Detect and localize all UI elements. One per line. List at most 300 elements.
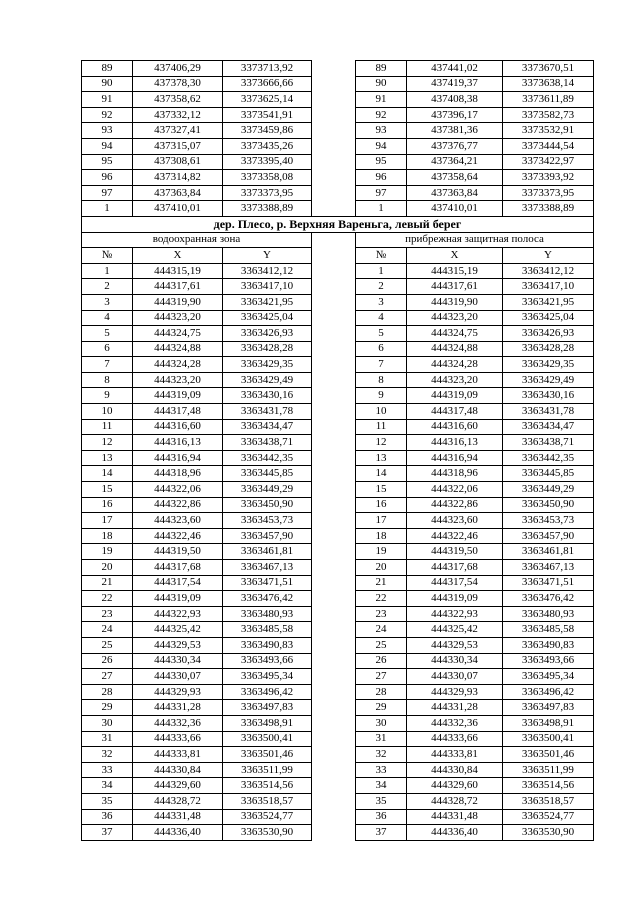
left-x-coordinate: 444319,90 [133,294,223,310]
left-point-number: 7 [82,357,133,373]
left-y-coordinate: 3363495,34 [223,669,312,685]
right-y-coordinate: 3363476,42 [503,591,594,607]
left-y-coordinate: 3363457,90 [223,528,312,544]
table-row [82,357,594,373]
left-y-coordinate: 3373388,89 [223,201,312,217]
right-point-number: 22 [356,591,407,607]
right-point-number: 10 [356,404,407,420]
left-x-coordinate: 437406,29 [133,61,223,77]
right-y-coordinate: 3373611,89 [503,92,594,108]
table-row [82,419,594,435]
left-y-coordinate: 3373358,08 [223,170,312,186]
right-y-coordinate: 3373393,92 [503,170,594,186]
left-y-coordinate: 3373395,40 [223,154,312,170]
right-point-number: 37 [356,825,407,841]
left-y-coordinate: 3363518,57 [223,793,312,809]
left-y-coordinate: 3373666,66 [223,76,312,92]
column-gap [312,575,356,591]
left-point-number: 27 [82,669,133,685]
left-y-coordinate: 3363450,90 [223,497,312,513]
left-point-number: 12 [82,435,133,451]
right-point-number: 34 [356,778,407,794]
right-x-coordinate: 444322,86 [407,497,503,513]
left-x-coordinate: 444317,54 [133,575,223,591]
column-gap [312,762,356,778]
right-point-number: 27 [356,669,407,685]
right-point-number: 4 [356,310,407,326]
right-x-coordinate: 444317,48 [407,404,503,420]
left-point-number: 25 [82,637,133,653]
right-y-coordinate: 3363485,58 [503,622,594,638]
right-x-coordinate: 437376,77 [407,138,503,154]
right-y-coordinate: 3363501,46 [503,747,594,763]
table-row [82,715,594,731]
right-x-coordinate: 444333,81 [407,747,503,763]
right-y-coordinate: 3373582,73 [503,107,594,123]
right-point-number: 7 [356,357,407,373]
column-gap [312,341,356,357]
column-gap [312,591,356,607]
column-gap [312,326,356,342]
left-x-coordinate: 444332,36 [133,715,223,731]
left-y-coordinate: 3373435,26 [223,138,312,154]
right-point-number: 36 [356,809,407,825]
right-y-coordinate: 3363495,34 [503,669,594,685]
right-x-coordinate: 444330,07 [407,669,503,685]
right-zone-title: прибрежная защитная полоса [356,232,594,248]
left-point-number: 90 [82,76,133,92]
right-point-number: 29 [356,700,407,716]
left-point-number: 32 [82,747,133,763]
column-gap [312,419,356,435]
table-row [82,107,594,123]
left-point-number: 11 [82,419,133,435]
table-row [82,606,594,622]
left-y-coordinate: 3363429,49 [223,372,312,388]
table-row [82,372,594,388]
column-gap [312,809,356,825]
left-x-coordinate: 444331,28 [133,700,223,716]
left-point-number: 30 [82,715,133,731]
table-row [82,92,594,108]
left-y-coordinate: 3363511,99 [223,762,312,778]
left-x-coordinate: 444330,34 [133,653,223,669]
left-y-coordinate: 3363496,42 [223,684,312,700]
right-point-number: 31 [356,731,407,747]
right-point-number: 1 [356,263,407,279]
left-x-coordinate: 444323,20 [133,310,223,326]
column-gap [312,279,356,295]
right-y-coordinate: 3363498,91 [503,715,594,731]
left-y-coordinate: 3373713,92 [223,61,312,77]
table-row [82,700,594,716]
left-y-coordinate: 3373459,86 [223,123,312,139]
table-row [82,388,594,404]
right-y-coordinate: 3363530,90 [503,825,594,841]
left-y-coordinate: 3363514,56 [223,778,312,794]
left-y-coordinate: 3363434,47 [223,419,312,435]
column-gap [312,482,356,498]
right-y-coordinate: 3363518,57 [503,793,594,809]
right-y-coordinate: 3363497,83 [503,700,594,716]
left-point-number: 24 [82,622,133,638]
left-y-coordinate: 3363480,93 [223,606,312,622]
left-y-coordinate: 3363530,90 [223,825,312,841]
right-point-number: 11 [356,419,407,435]
left-point-number: 28 [82,684,133,700]
right-point-number: 28 [356,684,407,700]
table-row [82,560,594,576]
right-point-number: 89 [356,61,407,77]
right-point-number: 21 [356,575,407,591]
left-x-coordinate: 444333,66 [133,731,223,747]
left-y-coordinate: 3363426,93 [223,326,312,342]
left-point-number: 2 [82,279,133,295]
right-point-number: 20 [356,560,407,576]
right-x-coordinate: 437419,37 [407,76,503,92]
right-point-number: 15 [356,482,407,498]
left-y-coordinate: 3363421,95 [223,294,312,310]
table-row [82,450,594,466]
right-point-number: 30 [356,715,407,731]
left-point-number: 19 [82,544,133,560]
table-row [82,513,594,529]
right-y-coordinate: 3363430,16 [503,388,594,404]
right-y-coordinate: 3363480,93 [503,606,594,622]
right-y-coordinate: 3363496,42 [503,684,594,700]
right-y-coordinate: 3363429,35 [503,357,594,373]
left-x-coordinate: 444318,96 [133,466,223,482]
right-x-coordinate: 444328,72 [407,793,503,809]
right-point-number: 19 [356,544,407,560]
left-point-number: 36 [82,809,133,825]
right-x-coordinate: 437358,64 [407,170,503,186]
right-x-coordinate: 444323,20 [407,372,503,388]
left-point-number: 21 [82,575,133,591]
left-y-coordinate: 3363493,66 [223,653,312,669]
right-point-number: 14 [356,466,407,482]
left-x-coordinate: 444323,60 [133,513,223,529]
left-header-num: № [82,248,133,264]
right-point-number: 26 [356,653,407,669]
column-gap [312,622,356,638]
column-gap [312,700,356,716]
left-y-coordinate: 3363417,10 [223,279,312,295]
right-point-number: 93 [356,123,407,139]
column-gap [312,825,356,841]
table-row [82,435,594,451]
left-x-coordinate: 444324,75 [133,326,223,342]
right-point-number: 90 [356,76,407,92]
column-gap [312,560,356,576]
section-title: дер. Плесо, р. Верхняя Вареньга, левый берег [82,216,594,232]
right-y-coordinate: 3373638,14 [503,76,594,92]
right-x-coordinate: 444336,40 [407,825,503,841]
right-x-coordinate: 444316,60 [407,419,503,435]
table-row [82,76,594,92]
left-point-number: 10 [82,404,133,420]
left-point-number: 89 [82,61,133,77]
right-x-coordinate: 444319,09 [407,591,503,607]
left-y-coordinate: 3363498,91 [223,715,312,731]
right-point-number: 95 [356,154,407,170]
left-x-coordinate: 444324,88 [133,341,223,357]
right-x-coordinate: 444323,20 [407,310,503,326]
right-x-coordinate: 444329,53 [407,637,503,653]
right-x-coordinate: 444322,06 [407,482,503,498]
table-row [82,138,594,154]
table-row [82,279,594,295]
column-gap [312,61,356,77]
right-x-coordinate: 444322,93 [407,606,503,622]
left-point-number: 9 [82,388,133,404]
table-row [82,61,594,77]
right-header-num: № [356,248,407,264]
right-point-number: 94 [356,138,407,154]
table-row [82,544,594,560]
left-y-coordinate: 3373625,14 [223,92,312,108]
left-y-coordinate: 3363485,58 [223,622,312,638]
column-gap [312,372,356,388]
right-point-number: 3 [356,294,407,310]
column-gap [312,92,356,108]
column-gap [312,715,356,731]
table-row [82,637,594,653]
left-x-coordinate: 444316,94 [133,450,223,466]
left-point-number: 14 [82,466,133,482]
left-header-y: Y [223,248,312,264]
right-point-number: 9 [356,388,407,404]
left-point-number: 94 [82,138,133,154]
column-gap [312,232,356,248]
right-y-coordinate: 3373444,54 [503,138,594,154]
column-gap [312,544,356,560]
left-point-number: 16 [82,497,133,513]
right-x-coordinate: 437363,84 [407,185,503,201]
table-row [82,809,594,825]
left-point-number: 20 [82,560,133,576]
column-gap [312,185,356,201]
coordinates-document [81,60,593,841]
right-y-coordinate: 3363434,47 [503,419,594,435]
right-y-coordinate: 3363490,83 [503,637,594,653]
left-point-number: 92 [82,107,133,123]
right-x-coordinate: 444322,46 [407,528,503,544]
left-x-coordinate: 444322,06 [133,482,223,498]
right-point-number: 8 [356,372,407,388]
right-x-coordinate: 444316,13 [407,435,503,451]
right-y-coordinate: 3363429,49 [503,372,594,388]
left-x-coordinate: 444317,48 [133,404,223,420]
left-x-coordinate: 444323,20 [133,372,223,388]
right-x-coordinate: 444323,60 [407,513,503,529]
table-row [82,653,594,669]
table-row [82,170,594,186]
table-row [82,341,594,357]
left-x-coordinate: 437327,41 [133,123,223,139]
right-x-coordinate: 444324,75 [407,326,503,342]
right-x-coordinate: 444319,09 [407,388,503,404]
left-point-number: 97 [82,185,133,201]
right-y-coordinate: 3363449,29 [503,482,594,498]
left-zone-title: водоохранная зона [82,232,312,248]
left-x-coordinate: 437410,01 [133,201,223,217]
right-point-number: 6 [356,341,407,357]
left-x-coordinate: 437363,84 [133,185,223,201]
left-x-coordinate: 444330,84 [133,762,223,778]
left-x-coordinate: 437358,62 [133,92,223,108]
right-point-number: 13 [356,450,407,466]
column-gap [312,450,356,466]
right-x-coordinate: 444324,88 [407,341,503,357]
table-row [82,404,594,420]
left-point-number: 3 [82,294,133,310]
table-row [82,731,594,747]
right-y-coordinate: 3363500,41 [503,731,594,747]
left-x-coordinate: 444333,81 [133,747,223,763]
left-point-number: 8 [82,372,133,388]
right-x-coordinate: 444317,68 [407,560,503,576]
right-y-coordinate: 3363417,10 [503,279,594,295]
left-point-number: 34 [82,778,133,794]
right-point-number: 18 [356,528,407,544]
left-y-coordinate: 3363461,81 [223,544,312,560]
column-gap [312,170,356,186]
left-y-coordinate: 3363524,77 [223,809,312,825]
column-gap [312,637,356,653]
left-header-x: X [133,248,223,264]
left-point-number: 96 [82,170,133,186]
table-row [82,684,594,700]
right-y-coordinate: 3363493,66 [503,653,594,669]
right-point-number: 24 [356,622,407,638]
left-point-number: 95 [82,154,133,170]
right-header-x: X [407,248,503,264]
section-header [82,216,594,263]
left-y-coordinate: 3363500,41 [223,731,312,747]
table-row [82,793,594,809]
right-y-coordinate: 3363421,95 [503,294,594,310]
column-gap [312,793,356,809]
left-y-coordinate: 3373373,95 [223,185,312,201]
right-x-coordinate: 444317,61 [407,279,503,295]
right-point-number: 23 [356,606,407,622]
left-x-coordinate: 437314,82 [133,170,223,186]
left-x-coordinate: 444322,86 [133,497,223,513]
right-point-number: 97 [356,185,407,201]
left-x-coordinate: 444322,46 [133,528,223,544]
left-y-coordinate: 3363490,83 [223,637,312,653]
right-x-coordinate: 437410,01 [407,201,503,217]
left-point-number: 4 [82,310,133,326]
right-y-coordinate: 3373373,95 [503,185,594,201]
table-row [82,747,594,763]
left-y-coordinate: 3363449,29 [223,482,312,498]
right-point-number: 25 [356,637,407,653]
right-x-coordinate: 444319,90 [407,294,503,310]
left-point-number: 37 [82,825,133,841]
column-gap [312,357,356,373]
right-point-number: 91 [356,92,407,108]
right-x-coordinate: 444324,28 [407,357,503,373]
left-x-coordinate: 444325,42 [133,622,223,638]
column-gap [312,76,356,92]
column-gap [312,404,356,420]
left-x-coordinate: 444319,09 [133,388,223,404]
column-gap [312,107,356,123]
left-y-coordinate: 3363438,71 [223,435,312,451]
table-row [82,622,594,638]
right-point-number: 32 [356,747,407,763]
column-gap [312,497,356,513]
left-x-coordinate: 444322,93 [133,606,223,622]
left-point-number: 18 [82,528,133,544]
left-y-coordinate: 3363497,83 [223,700,312,716]
left-y-coordinate: 3363467,13 [223,560,312,576]
left-x-coordinate: 444329,93 [133,684,223,700]
left-x-coordinate: 444331,48 [133,809,223,825]
left-point-number: 93 [82,123,133,139]
right-y-coordinate: 3363426,93 [503,326,594,342]
left-x-coordinate: 437315,07 [133,138,223,154]
right-x-coordinate: 444315,19 [407,263,503,279]
right-y-coordinate: 3363428,28 [503,341,594,357]
left-x-coordinate: 444316,13 [133,435,223,451]
table-row [82,762,594,778]
right-point-number: 17 [356,513,407,529]
right-x-coordinate: 437396,17 [407,107,503,123]
right-y-coordinate: 3363511,99 [503,762,594,778]
left-x-coordinate: 444317,68 [133,560,223,576]
right-y-coordinate: 3363514,56 [503,778,594,794]
right-point-number: 35 [356,793,407,809]
left-x-coordinate: 437308,61 [133,154,223,170]
table-row [82,778,594,794]
left-y-coordinate: 3363445,85 [223,466,312,482]
right-x-coordinate: 444330,84 [407,762,503,778]
right-x-coordinate: 444329,60 [407,778,503,794]
left-point-number: 6 [82,341,133,357]
column-gap [312,248,356,264]
right-x-coordinate: 444318,96 [407,466,503,482]
table-row [82,528,594,544]
column-gap [312,606,356,622]
table-row [82,154,594,170]
left-point-number: 29 [82,700,133,716]
left-x-coordinate: 444324,28 [133,357,223,373]
left-y-coordinate: 3363412,12 [223,263,312,279]
table-row [82,294,594,310]
left-y-coordinate: 3363501,46 [223,747,312,763]
left-point-number: 15 [82,482,133,498]
main-rows-section [82,263,594,840]
left-point-number: 26 [82,653,133,669]
left-x-coordinate: 444317,61 [133,279,223,295]
left-point-number: 17 [82,513,133,529]
right-y-coordinate: 3363425,04 [503,310,594,326]
left-y-coordinate: 3373541,91 [223,107,312,123]
column-gap [312,138,356,154]
right-point-number: 1 [356,201,407,217]
column-gap [312,388,356,404]
right-point-number: 96 [356,170,407,186]
left-point-number: 13 [82,450,133,466]
right-x-coordinate: 437408,38 [407,92,503,108]
left-x-coordinate: 437332,12 [133,107,223,123]
column-gap [312,778,356,794]
right-y-coordinate: 3363457,90 [503,528,594,544]
column-gap [312,263,356,279]
